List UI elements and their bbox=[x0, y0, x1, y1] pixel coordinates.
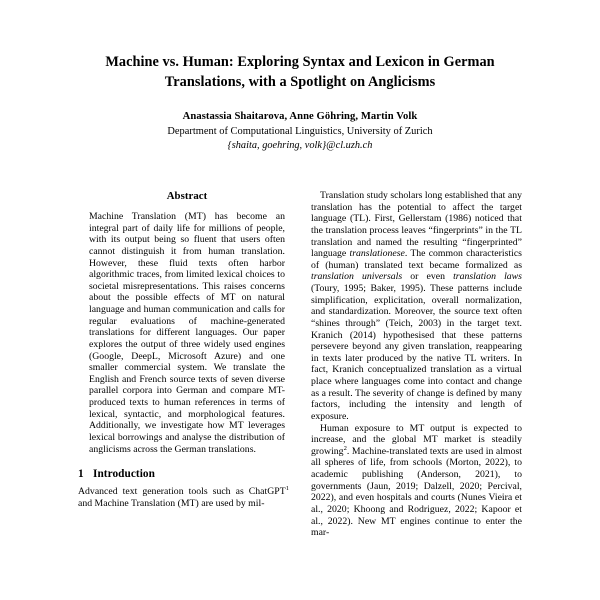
title-line-2: Translations, with a Spotlight on Anglicisms bbox=[164, 74, 436, 91]
term-translation-universals: translation universals bbox=[311, 271, 403, 283]
page-title bbox=[85, 52, 515, 93]
rp2-part-1: Human exposure to MT output is expected to increase, and the global MT market is steadily growing bbox=[311, 422, 522, 457]
intro-text-part-1: Advanced text generation tools such as ChatGPT bbox=[78, 486, 286, 498]
affiliation: Department of Computational Linguistics, University of Zurich bbox=[167, 125, 433, 137]
title-line-1: Machine vs. Human: Exploring Syntax and Lexicon in German bbox=[105, 54, 495, 70]
right-column bbox=[311, 190, 522, 600]
author-list: Anastassia Shaitarova, Anne Göhring, Martin Volk bbox=[182, 110, 418, 122]
section-title: Introduction bbox=[93, 468, 155, 481]
term-translation-laws: translation laws bbox=[453, 271, 522, 283]
footnote-marker-2: 2 bbox=[343, 444, 347, 452]
term-translationese: translationese bbox=[349, 248, 405, 260]
rp1-part-3: or even bbox=[402, 271, 454, 283]
section-heading-introduction bbox=[78, 468, 289, 480]
right-paragraph-1 bbox=[311, 190, 522, 423]
abstract-text: Machine Translation (MT) has become an integral part of daily life for millions of people, with its output being so fluent that users often cannot distinguish it from human translation. However, these fluid texts often harbor algorithmic traces, from limited lexical choices to societal misrepresentations. This raises concerns about the possible effects of MT on natural language and human communication and calls for regular evaluations of machine-generated translations for different languages. Our paper explores the output of three widely used engines (Google, DeepL, Microsoft Azure) and one smaller commercial system. We translate the English and French source texts of seven diverse parallel corpora into German and compare MT-produced texts to human references in terms of lexical, syntactic, and morphological features. Additionally, we investigate how MT leverages lexical borrowings and analyse the distribution of anglicisms across the German translations. bbox=[89, 211, 285, 455]
section-number: 1 bbox=[78, 468, 84, 481]
right-paragraph-2 bbox=[311, 423, 522, 539]
paper-header bbox=[0, 0, 600, 151]
rp2-part-2: . Machine-translated texts are used in almost all spheres of life, from schools (Morton, 2022), to academic publishing (Anderson, 2021), to governments (Jaun, 2019; Dalzell, 2020; Percival, 2022), and even hospitals and courts (Nunes Vieira et al., 2020; Khoong and Rodriguez, 2022; Kapoor et al., 2022). New MT engines continue to enter the mar- bbox=[311, 445, 522, 539]
left-column bbox=[78, 190, 289, 600]
rp1-part-1: Translation study scholars long established that any translation has the potential to affect the target language (TL). First, Gellerstam (1986) noticed that the translation process leaves “fingerprints” in the TL translation and named the resulting “fingerprinted” language bbox=[311, 190, 522, 260]
abstract-section bbox=[89, 190, 285, 455]
footnote-marker-1: 1 bbox=[285, 484, 289, 492]
intro-text-part-2: and Machine Translation (MT) are used by mil- bbox=[78, 497, 265, 509]
rp1-part-4: (Toury, 1995; Baker, 1995). These patterns include simplification, explicitation, overall normalization, and standardization. Moreover, the source text often “shines through” (Teich, 2003) in the target text. Kranich (2014) hypothesised that these patterns persevere beyond any given translation, reappearing in texts later produced by the native TL writers. In fact, Kranich conceptualized translation as a virtual place where languages come into contact and change as a result. The severity of change is defined by many factors, including the intensity and length of exposure. bbox=[311, 283, 522, 422]
author-emails: {shaita, goehring, volk}@cl.uzh.ch bbox=[227, 139, 373, 151]
body-columns bbox=[0, 190, 600, 600]
abstract-heading: Abstract bbox=[166, 190, 208, 202]
introduction-paragraph-1 bbox=[78, 486, 289, 509]
rp1-part-2: . The common characteristics of (human) translated text became formalized as bbox=[311, 248, 522, 271]
